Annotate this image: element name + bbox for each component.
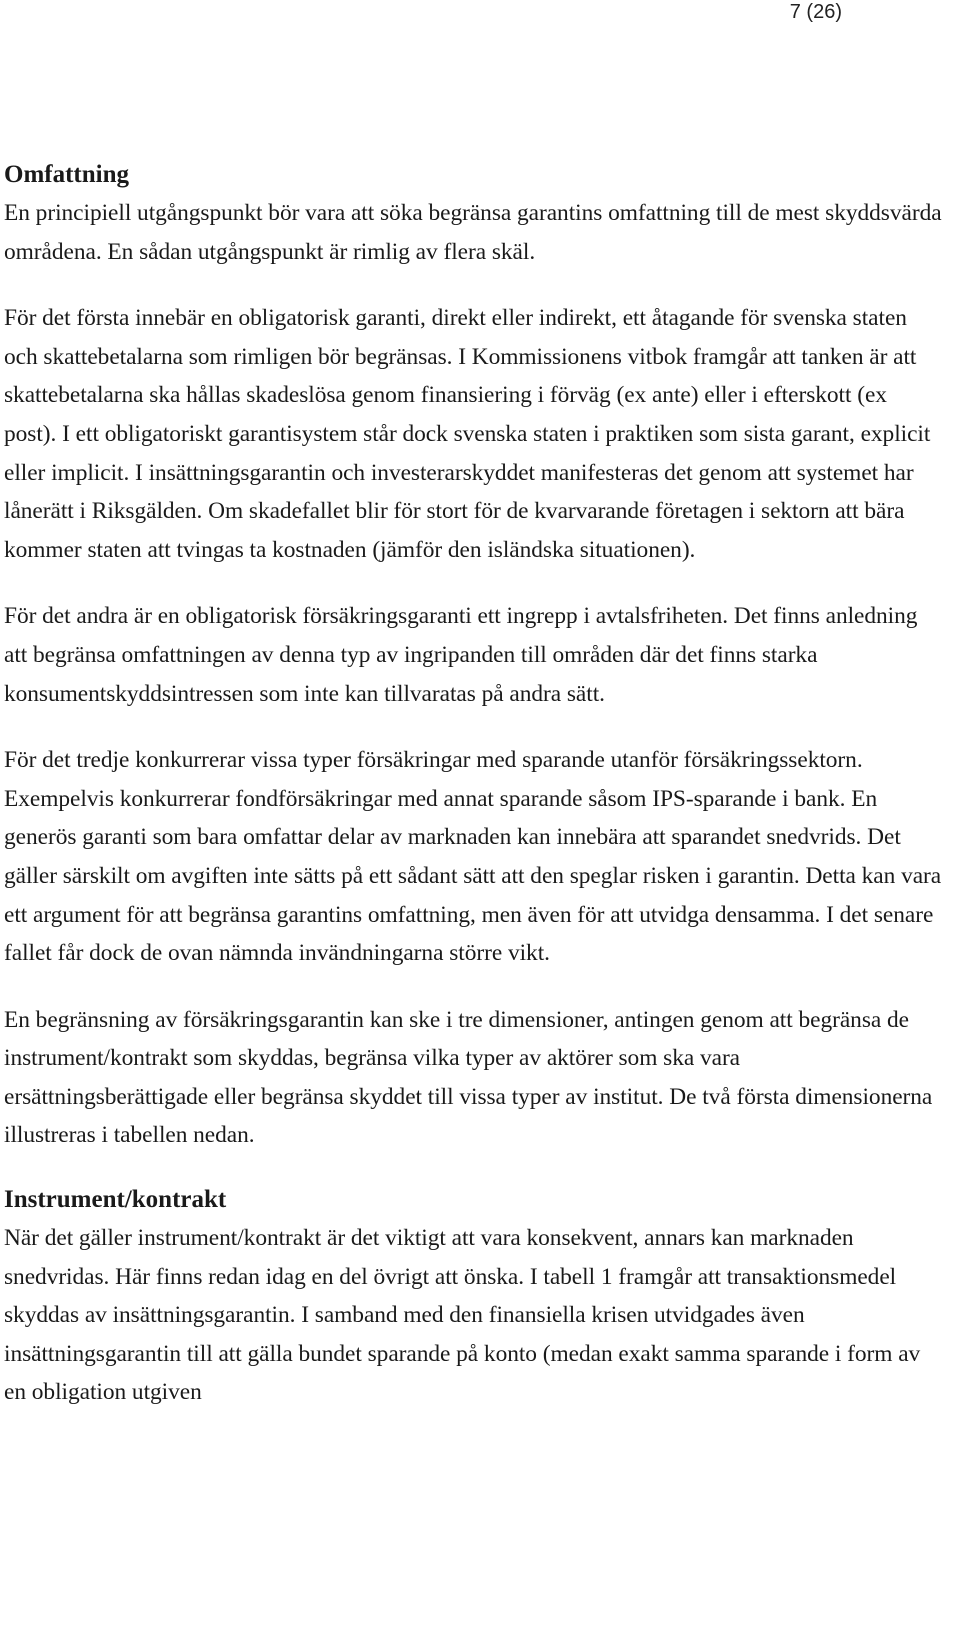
section-heading-instrument-kontrakt: Instrument/kontrakt	[4, 1186, 227, 1214]
paragraph: För det andra är en obligatorisk försäkringsgaranti ett ingrepp i avtalsfriheten. Det finns anledning att begränsa omfattningen av denna typ av ingripanden till områden där det finns starka konsumentskyddsintressen som inte kan tillvaratas på andra sätt.	[4, 603, 918, 707]
paragraph: När det gäller instrument/kontrakt är det viktigt att vara konsekvent, annars kan marknaden snedvridas. Här finns redan idag en del övrigt att önska. I tabell 1 framgår att transaktionsmedel skyddas av insättningsgarantin. I samband med den finansiella krisen utvidgades även insättningsgarantin till att gälla bundet sparande på konto (medan exakt samma sparande i form av en obligation utgiven	[4, 1225, 921, 1406]
page-number: 7 (26)	[789, 1, 842, 23]
paragraph: För det första innebär en obligatorisk garanti, direkt eller indirekt, ett åtagande för svenska staten och skattebetalarna som rimligen bör begränsas. I Kommissionens vitbok framgår att tanken är att skattebetalarna ska hållas skadeslösa genom finansiering i förväg (ex ante) eller i efterskott (ex post). I ett obligatoriskt garantisystem står dock svenska staten i praktiken som sista garant, explicit eller implicit. I insättningsgarantin och investerarskyddet manifesteras det genom att systemet har lånerätt i Riksgälden. Om skadefallet blir för stort för de kvarvarande företagen i sektorn att bära kommer staten att tvingas ta kostnaden (jämför den isländska situationen).	[4, 305, 931, 563]
paragraph: För det tredje konkurrerar vissa typer försäkringar med sparande utanför försäkringssektorn. Exempelvis konkurrerar fondförsäkringar med annat sparande såsom IPS-sparande i bank. En generös garanti som bara omfattar delar av marknaden kan innebära att sparandet snedvrids. Det gäller särskilt om avgiften inte sätts på ett sådant sätt att den speglar risken i garantin. Detta kan vara ett argument för att begränsa garantins omfattning, men även för att utvidga densamma. I det senare fallet får dock de ovan nämnda invändningarna större vikt.	[4, 747, 942, 967]
section-heading-omfattning: Omfattning	[4, 161, 129, 188]
document-body	[4, 158, 944, 1440]
paragraph: En begränsning av försäkringsgarantin kan ske i tre dimensioner, antingen genom att begränsa de instrument/kontrakt som skyddas, begränsa vilka typer av aktörer som ska vara ersättningsberättigade eller begränsa skyddet till vissa typer av institut. De två första dimensionerna illustreras i tabellen nedan.	[4, 1006, 933, 1149]
paragraph: En principiell utgångspunkt bör vara att söka begränsa garantins omfattning till de mest skyddsvärda områdena. En sådan utgångspunkt är rimlig av flera skäl.	[4, 200, 942, 265]
